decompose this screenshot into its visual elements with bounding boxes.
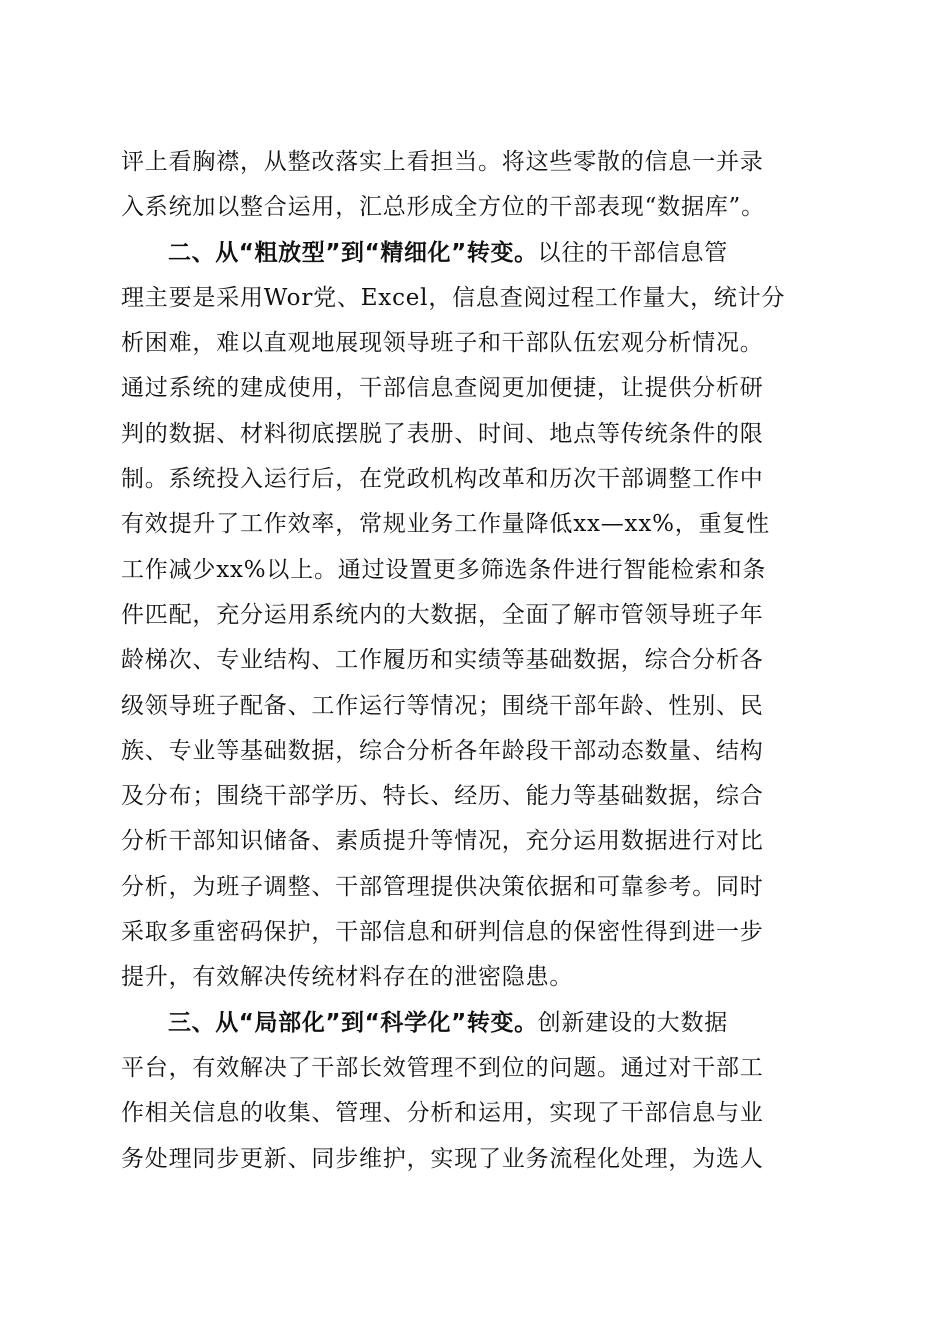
- text-line: 件匹配，充分运用系统内的大数据，全面了解市管领导班子年: [121, 601, 764, 628]
- text-line: 采取多重密码保护，干部信息和研判信息的保密性得到进一步: [121, 919, 764, 946]
- document-body: [121, 140, 825, 1182]
- text-line: [121, 231, 825, 276]
- text-line: 分析，为班子调整、干部管理提供决策依据和可靠参考。同时: [121, 873, 764, 900]
- text-line: 有效提升了工作效率，常规业务工作量降低xx—xx%，重复性: [121, 511, 770, 538]
- text-line: 务处理同步更新、同步维护，实现了业务流程化处理，为选人: [121, 1145, 764, 1172]
- text-line: 族、专业等基础数据，综合分析各年龄段干部动态数量、结构: [121, 737, 764, 764]
- text-line: 入系统加以整合运用，汇总形成全方位的干部表现“数据库”。: [121, 194, 765, 221]
- text-line: 级领导班子配备、工作运行等情况；围绕干部年龄、性别、民: [121, 692, 764, 719]
- text-line: 通过系统的建成使用，干部信息查阅更加便捷，让提供分析研: [121, 375, 764, 402]
- text-line: 制。系统投入运行后，在党政机构改革和历次干部调整工作中: [121, 466, 764, 493]
- heading-line-rest: 以往的干部信息管: [537, 239, 729, 266]
- text-line: 龄梯次、专业结构、工作履历和实绩等基础数据，综合分析各: [121, 647, 764, 674]
- section-heading-2: 二、从“粗放型”到“精细化”转变。: [168, 239, 538, 266]
- text-line: 作相关信息的收集、管理、分析和运用，实现了干部信息与业: [121, 1100, 764, 1127]
- paragraph-3: [121, 1001, 825, 1182]
- paragraph-2: [121, 231, 825, 1001]
- text-line: [121, 1001, 825, 1046]
- text-line: 提升，有效解决传统材料存在的泄密隐患。: [121, 964, 574, 991]
- heading-line-rest: 创新建设的大数据: [537, 1009, 729, 1036]
- text-line: 析困难，难以直观地展现领导班子和干部队伍宏观分析情况。: [121, 330, 764, 357]
- text-line: 工作减少xx%以上。通过设置更多筛选条件进行智能检索和条: [121, 556, 767, 583]
- text-line: 及分布；围绕干部学历、特长、经历、能力等基础数据，综合: [121, 783, 764, 810]
- text-line: 平台，有效解决了干部长效管理不到位的问题。通过对干部工: [121, 1054, 764, 1081]
- paragraph-1: [121, 140, 825, 231]
- text-line: 判的数据、材料彻底摆脱了表册、时间、地点等传统条件的限: [121, 420, 764, 447]
- section-heading-3: 三、从“局部化”到“科学化”转变。: [168, 1009, 538, 1036]
- text-line: 评上看胸襟，从整改落实上看担当。将这些零散的信息一并录: [121, 149, 764, 175]
- text-line: 分析干部知识储备、素质提升等情况，充分运用数据进行对比: [121, 828, 764, 855]
- text-line: 理主要是采用Wor党、Excel，信息查阅过程工作量大，统计分: [121, 284, 786, 311]
